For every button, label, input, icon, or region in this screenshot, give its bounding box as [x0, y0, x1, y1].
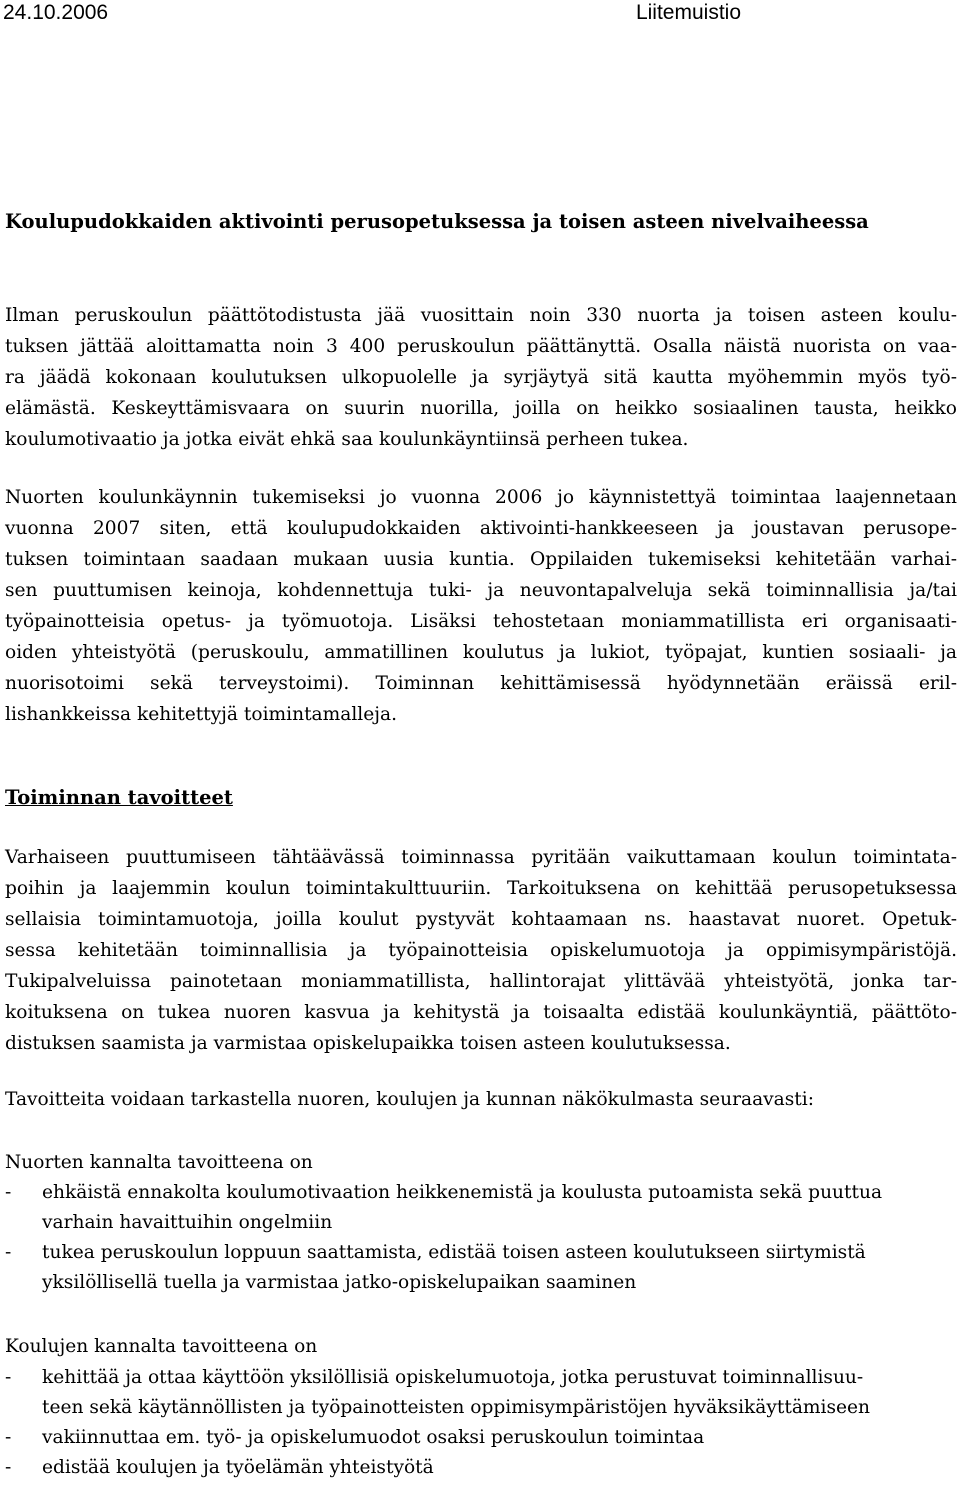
document-title: Koulupudokkaiden aktivointi perusopetuksessa ja toisen asteen nivelvaiheessa	[5, 210, 869, 233]
list-item-line: teen sekä käytännöllisten ja työpainotteisten oppimisympäristöjen hyväksikäyttämiseen	[42, 1397, 871, 1418]
section-heading-goals: Toiminnan tavoitteet	[5, 786, 233, 809]
intro-line: koulumotivaatio ja jotka eivät ehkä saa koulunkäyntiinsä perheen tukea.	[5, 429, 689, 450]
list-item-line: tukea peruskoulun loppuun saattamista, edistää toisen asteen koulutukseen siirtymistä	[42, 1242, 866, 1263]
paragraph-2-line: vuonna 2007 siten, että koulupudokkaiden aktivointi-hankkeeseen ja joustavan perusope-	[5, 518, 957, 539]
intro-line: ra jäädä kokonaan koulutuksen ulkopuolelle ja syrjäytyä sitä kautta myöhemmin myös työ-	[5, 367, 957, 388]
paragraph-3-line: distuksen saamista ja varmistaa opiskelupaikka toisen asteen koulutuksessa.	[5, 1033, 731, 1054]
schools-goals-list	[5, 1363, 957, 1483]
paragraph-2-line: oiden yhteistyötä (peruskoulu, ammatillinen koulutus ja lukiot, työpajat, kuntien sosiaali- ja	[5, 642, 957, 663]
paragraph-3-line: koituksena on tukea nuoren kasvua ja kehitystä ja toisaalta edistää koulunkäyntiä, päättöto-	[5, 1002, 957, 1023]
paragraph-3-line: Tukipalveluissa painotetaan moniammatillista, hallintorajat ylittävää yhteistyötä, jonka tar-	[5, 971, 957, 992]
list-item-line: yksilöllisellä tuella ja varmistaa jatko-opiskelupaikan saaminen	[42, 1272, 637, 1293]
paragraph-3-line: sellaisia toimintamuotoja, joilla koulut pystyvät kohtaamaan ns. haastavat nuoret. Opetuk-	[5, 909, 957, 930]
paragraph-3	[5, 842, 957, 1059]
list-item-line: edistää koulujen ja työelämän yhteistyötä	[42, 1457, 434, 1478]
paragraph-3-line: Varhaiseen puuttumiseen tähtäävässä toiminnassa pyritään vaikuttamaan koulun toimintata-	[5, 847, 957, 868]
list-dash: -	[5, 1242, 12, 1263]
header-document-type: Liitemuistio	[635, 1, 741, 24]
paragraph-2-line: työpainotteisia opetus- ja työmuotoja. Lisäksi tehostetaan moniammatillista eri organisaati-	[5, 611, 957, 632]
paragraph-2-line: sen puuttumisen keinoja, kohdennettuja tuki- ja neuvontapalveluja sekä toiminnallisia ja/tai	[5, 580, 957, 601]
youth-goals-list	[5, 1178, 957, 1298]
list-item-line: ehkäistä ennakolta koulumotivaation heikkenemistä ja koulusta putoamista sekä puuttua	[42, 1182, 883, 1203]
list-item	[5, 1238, 957, 1298]
paragraph-2-line: lishankkeissa kehitettyjä toimintamalleja.	[5, 704, 398, 725]
list-item	[5, 1453, 957, 1483]
list-item-line: kehittää ja ottaa käyttöön yksilöllisiä opiskelumuotoja, jotka perustuvat toiminnallisuu-	[42, 1367, 864, 1388]
paragraph-3-line: poihin ja laajemmin koulun toimintakulttuuriin. Tarkoituksena on kehittää perusopetuksessa	[5, 878, 957, 899]
paragraph-2-line: Nuorten koulunkäynnin tukemiseksi jo vuonna 2006 jo käynnistettyä toimintaa laajennetaan	[5, 487, 957, 508]
list-item	[5, 1178, 957, 1238]
list-dash: -	[5, 1367, 12, 1388]
list-item	[5, 1363, 957, 1423]
intro-paragraph	[5, 300, 957, 455]
youth-goals-heading: Nuorten kannalta tavoitteena on	[5, 1152, 313, 1173]
paragraph-2-line: nuorisotoimi sekä terveystoimi). Toiminnan kehittämisessä hyödynnetään eräissä eril-	[5, 673, 957, 694]
perspectives-line: Tavoitteita voidaan tarkastella nuoren, koulujen ja kunnan näkökulmasta seuraavasti:	[5, 1089, 814, 1110]
list-item-line: vakiinnuttaa em. työ- ja opiskelumuodot osaksi peruskoulun toimintaa	[42, 1427, 705, 1448]
list-dash: -	[5, 1427, 12, 1448]
schools-goals-heading: Koulujen kannalta tavoitteena on	[5, 1336, 318, 1357]
intro-line: tuksen jättää aloittamatta noin 3 400 peruskoulun päättänyttä. Osalla näistä nuorista on vaa-	[5, 336, 957, 357]
list-dash: -	[5, 1182, 12, 1203]
intro-line: Ilman peruskoulun päättötodistusta jää vuosittain noin 330 nuorta ja toisen asteen koulu-	[5, 305, 957, 326]
list-item-line: varhain havaittuihin ongelmiin	[42, 1212, 333, 1233]
header-date: 24.10.2006	[3, 1, 109, 24]
paragraph-2	[5, 482, 957, 730]
paragraph-2-line: tuksen toimintaan saadaan mukaan uusia kuntia. Oppilaiden tukemiseksi kehitetään varhai-	[5, 549, 957, 570]
intro-line: elämästä. Keskeyttämisvaara on suurin nuorilla, joilla on heikko sosiaalinen tausta, heikko	[5, 398, 957, 419]
list-dash: -	[5, 1457, 12, 1478]
page-header	[3, 0, 741, 26]
paragraph-3-line: sessa kehitetään toiminnallisia ja työpainotteisia opiskelumuotoja ja oppimisympäristöjä.	[5, 940, 957, 961]
list-item	[5, 1423, 957, 1453]
